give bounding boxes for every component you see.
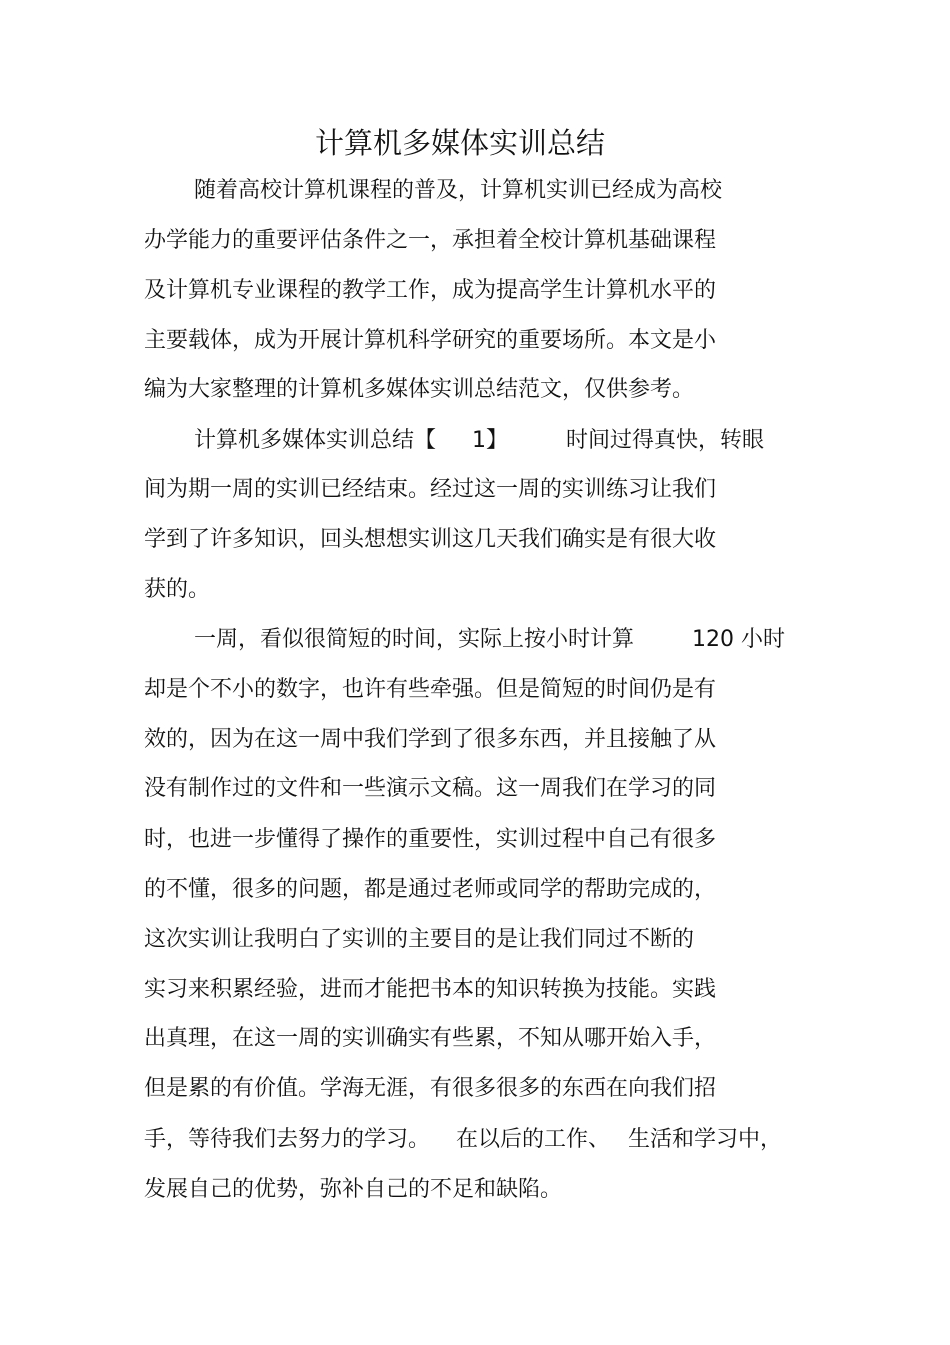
section2-line-3: 效的，因为在这一周中我们学到了很多东西，并且接触了从 <box>144 727 717 752</box>
section1-heading-label: 计算机多媒体实训总结【 <box>194 428 437 453</box>
intro-line-2: 办学能力的重要评估条件之一，承担着全校计算机基础课程 <box>144 228 717 253</box>
section2-line-8: 实习来积累经验，进而才能把书本的知识转换为技能。实践 <box>144 977 717 1002</box>
section2-first-line <box>194 625 785 655</box>
section2-line-11 <box>144 1125 782 1155</box>
section2-line-11-part-1: 手，等待我们去努力的学习。 <box>144 1127 431 1152</box>
section1-line-3: 学到了许多知识，回头想想实训这几天我们确实是有很大收 <box>144 527 717 552</box>
section1-heading-line <box>194 426 764 456</box>
section2-line-5: 时，也进一步懂得了操作的重要性，实训过程中自己有很多 <box>144 827 717 852</box>
section1-line-2: 间为期一周的实训已经结束。经过这一周的实训练习让我们 <box>144 477 717 502</box>
section1-first-line-rest: 时间过得真快，转眼 <box>566 428 765 453</box>
section2-line-11-part-3: 生活和学习中， <box>628 1127 783 1152</box>
section2-line-7: 这次实训让我明白了实训的主要目的是让我们同过不断的 <box>144 927 695 952</box>
section2-last-line: 发展自己的优势，弥补自己的不足和缺陷。 <box>144 1177 563 1202</box>
section1-line-4: 获的。 <box>144 577 211 602</box>
section2-line-9: 出真理，在这一周的实训确实有些累，不知从哪开始入手， <box>144 1026 717 1051</box>
intro-line-3: 及计算机专业课程的教学工作，成为提高学生计算机水平的 <box>144 278 717 303</box>
section2-line-2: 却是个不小的数字，也许有些牵强。但是简短的时间仍是有 <box>144 677 717 702</box>
section2-first-line-start: 一周，看似很简短的时间，实际上按小时计算 <box>194 627 635 652</box>
section2-line-4: 没有制作过的文件和一些演示文稿。这一周我们在学习的同 <box>144 776 717 801</box>
section2-line-6: 的不懂，很多的问题，都是通过老师或同学的帮助完成的， <box>144 877 717 902</box>
section2-line-11-part-2: 在以后的工作、 <box>456 1127 611 1152</box>
section1-heading-number: 1】 <box>472 428 509 453</box>
document-title: 计算机多媒体实训总结 <box>314 126 605 160</box>
intro-line-4: 主要载体，成为开展计算机科学研究的重要场所。本文是小 <box>144 328 717 353</box>
intro-line-1: 随着高校计算机课程的普及，计算机实训已经成为高校 <box>194 178 723 203</box>
section2-first-line-end: 120 小时 <box>692 627 786 652</box>
intro-line-5: 编为大家整理的计算机多媒体实训总结范文，仅供参考。 <box>144 377 695 402</box>
section2-line-10: 但是累的有价值。学海无涯，有很多很多的东西在向我们招 <box>144 1076 717 1101</box>
